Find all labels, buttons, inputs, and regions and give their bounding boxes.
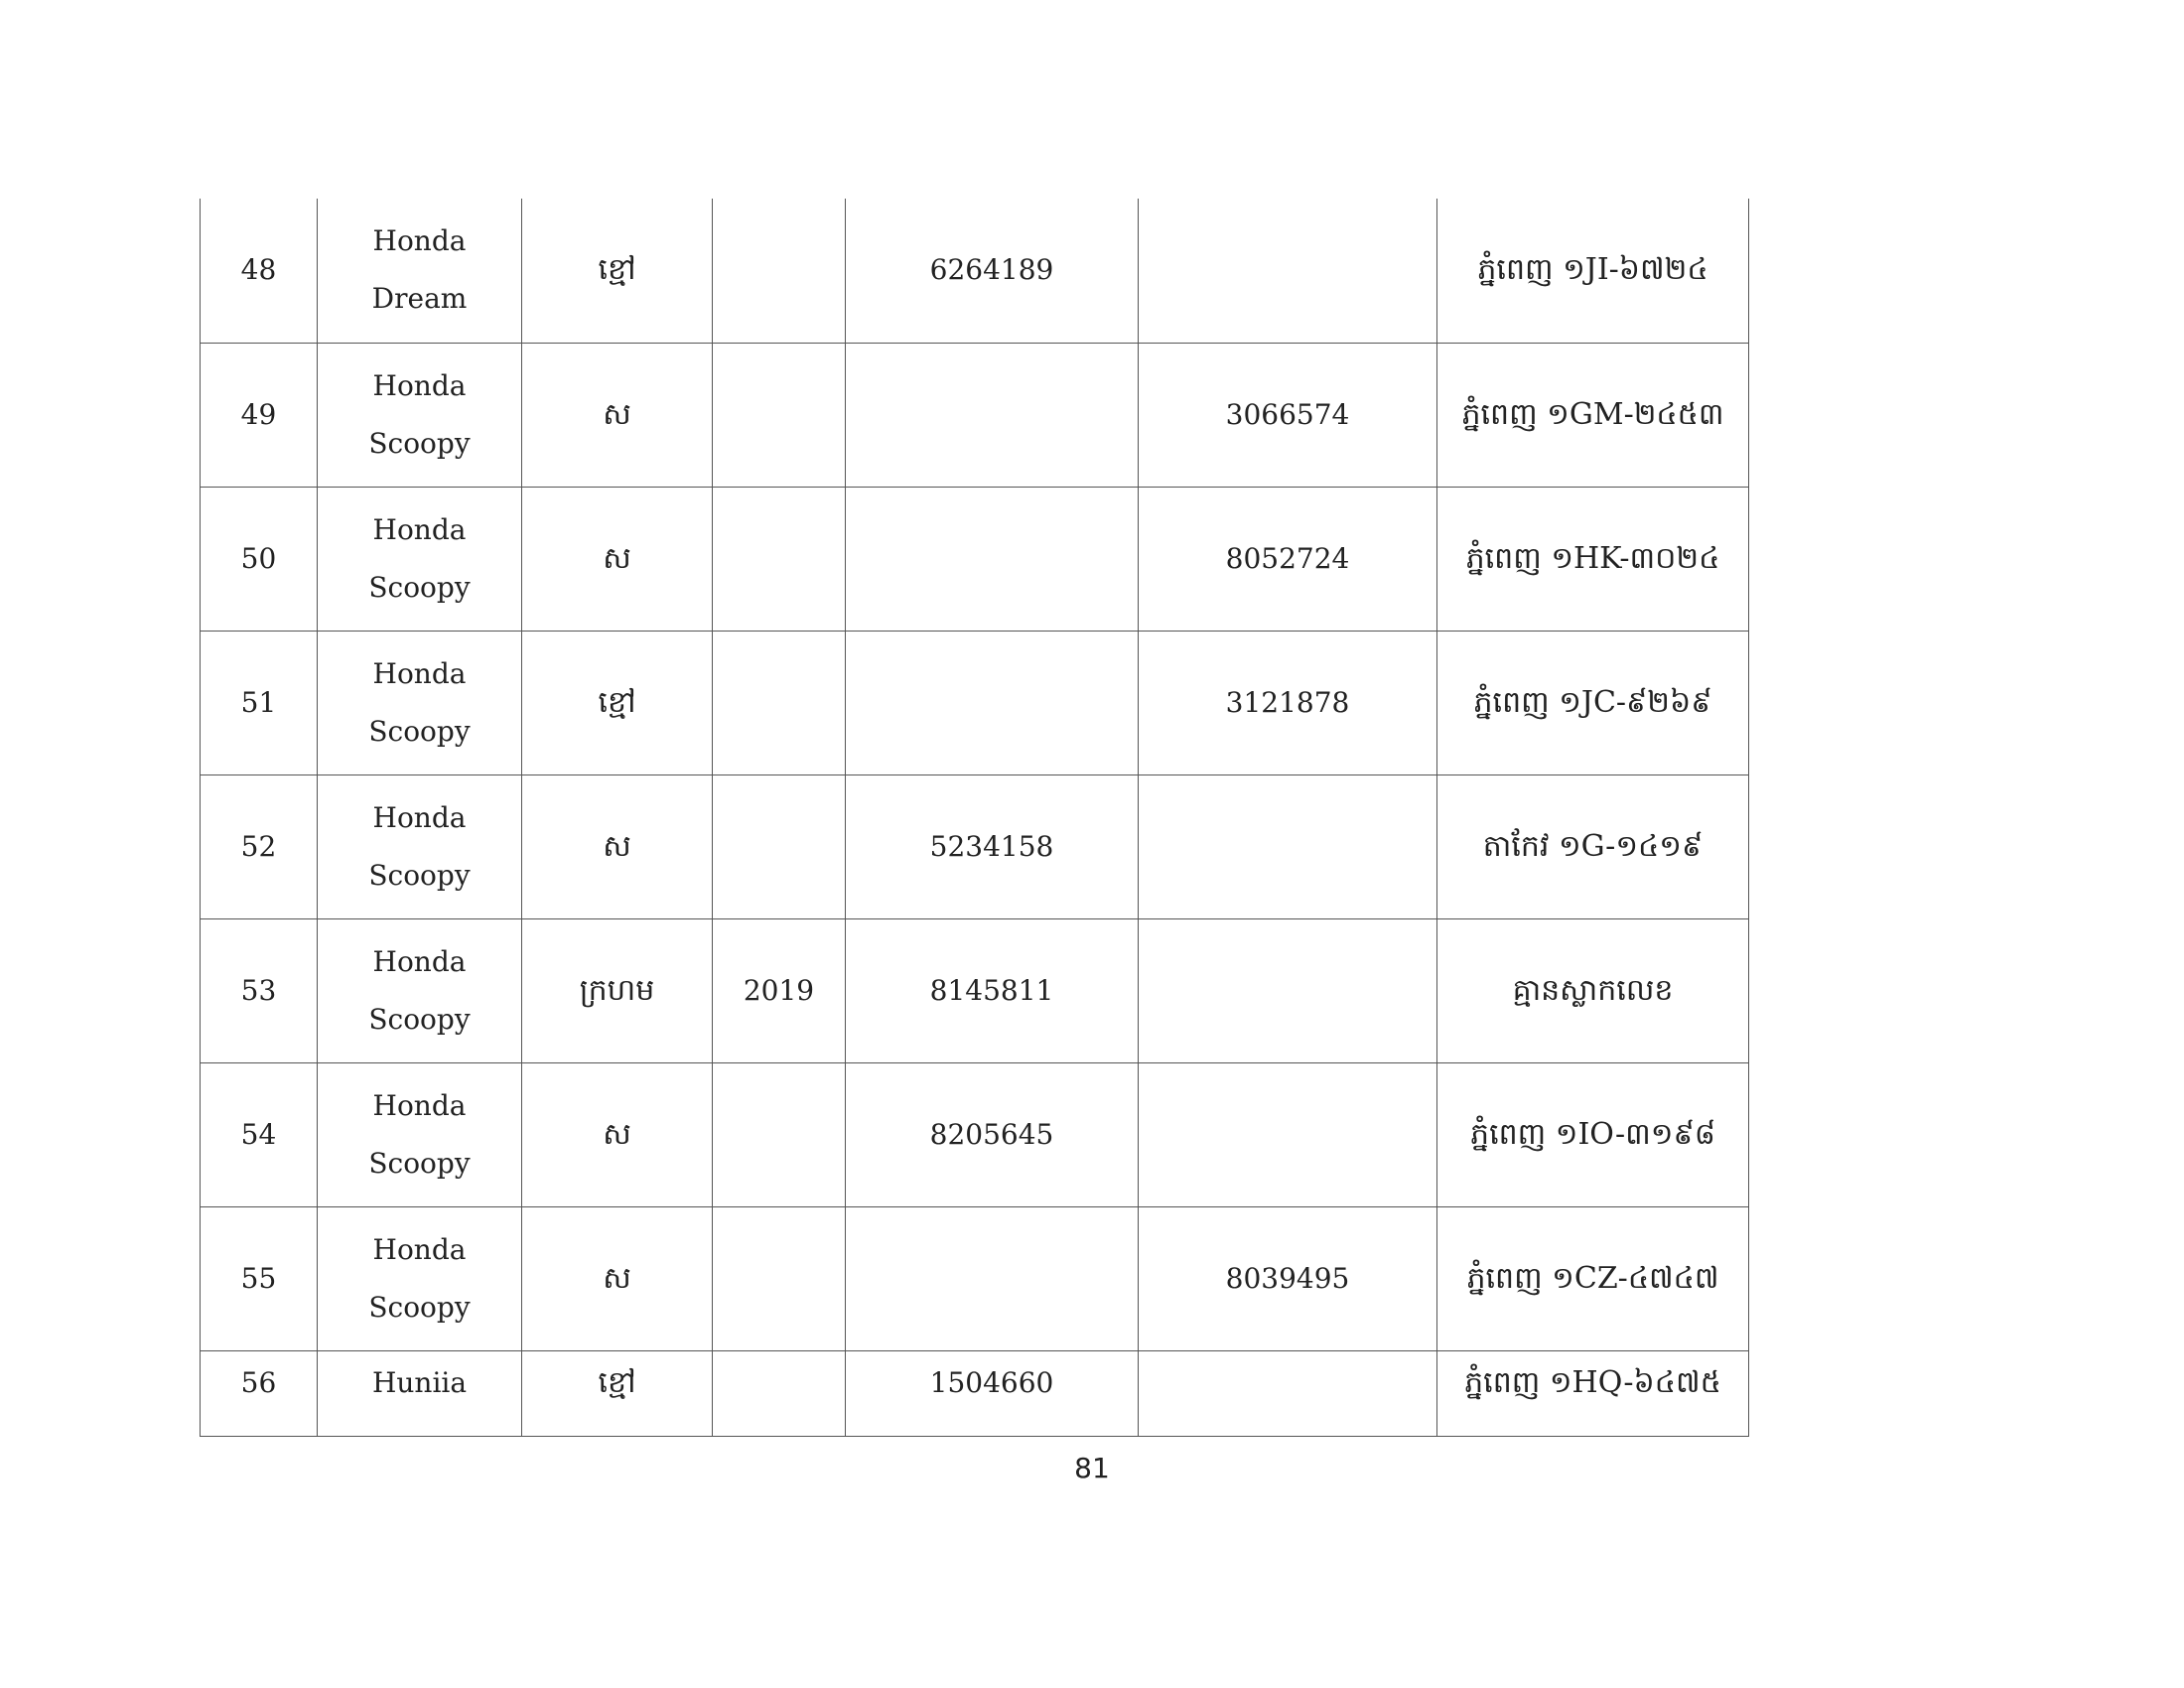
cell-frame-number: 8205645 [846, 1062, 1139, 1206]
cell-year [713, 343, 846, 487]
cell-number: 53 [201, 918, 318, 1062]
cell-plate: គ្មានស្លាកលេខ [1437, 918, 1749, 1062]
cell-model-name: Scoopy [368, 426, 471, 460]
cell-model-name: Scoopy [368, 1290, 471, 1324]
table-row [201, 199, 1749, 343]
cell-brand: Honda [372, 656, 467, 690]
cell-number: 50 [201, 487, 318, 631]
cell-year [713, 487, 846, 631]
cell-model [318, 631, 522, 774]
cell-frame-number [846, 343, 1139, 487]
cell-brand: Honda [372, 944, 467, 978]
cell-model [318, 774, 522, 918]
cell-color: ស [522, 1062, 713, 1206]
cell-frame-number [846, 631, 1139, 774]
cell-plate: ភ្នំពេញ ១IO-៣១៩៨ [1437, 1062, 1749, 1206]
cell-model-name: Scoopy [368, 570, 471, 604]
cell-engine-number [1139, 774, 1437, 918]
cell-engine-number [1139, 199, 1437, 343]
cell-color: ក្រហម [522, 918, 713, 1062]
cell-brand: Honda [372, 368, 467, 402]
cell-model [318, 918, 522, 1062]
cell-number: 51 [201, 631, 318, 774]
cell-brand: Honda [372, 1232, 467, 1266]
cell-color: ខ្មៅ [522, 631, 713, 774]
cell-model [318, 1206, 522, 1350]
page-number: 81 [1074, 1452, 1110, 1484]
cell-model-name: Scoopy [368, 1002, 471, 1036]
cell-frame-number: 5234158 [846, 774, 1139, 918]
cell-engine-number [1139, 1062, 1437, 1206]
cell-model [318, 343, 522, 487]
cell-year [713, 1062, 846, 1206]
cell-color: ស [522, 343, 713, 487]
cell-year [713, 199, 846, 343]
cell-brand: Honda [372, 224, 467, 258]
cell-brand: Honda [372, 1088, 467, 1122]
cell-model [318, 1062, 522, 1206]
cell-year [713, 774, 846, 918]
cell-year [713, 1350, 846, 1436]
cell-number: 49 [201, 343, 318, 487]
cell-plate: តាកែវ ១G-១៤១៩ [1437, 774, 1749, 918]
cell-brand: Honda [372, 512, 467, 546]
table-row [201, 487, 1749, 631]
vehicle-table [200, 199, 1749, 1437]
cell-plate: ភ្នំពេញ ១GM-២៤៥៣ [1437, 343, 1749, 487]
cell-number: 55 [201, 1206, 318, 1350]
cell-plate: ភ្នំពេញ ១JI-៦៧២៤ [1437, 199, 1749, 343]
table-row [201, 918, 1749, 1062]
cell-engine-number: 8039495 [1139, 1206, 1437, 1350]
cell-year [713, 1206, 846, 1350]
cell-frame-number: 6264189 [846, 199, 1139, 343]
cell-frame-number [846, 487, 1139, 631]
table-row [201, 631, 1749, 774]
table-row [201, 1350, 1749, 1436]
cell-number: 52 [201, 774, 318, 918]
table-row [201, 1062, 1749, 1206]
cell-frame-number [846, 1206, 1139, 1350]
cell-model [318, 487, 522, 631]
cell-model-name: Dream [371, 282, 468, 316]
cell-engine-number: 8052724 [1139, 487, 1437, 631]
cell-plate: ភ្នំពេញ ១HQ-៦៤៧៥ [1437, 1350, 1749, 1436]
cell-color: ខ្មៅ [522, 199, 713, 343]
cell-number: 54 [201, 1062, 318, 1206]
cell-model-name: Scoopy [368, 1146, 471, 1180]
cell-model-name: Scoopy [368, 714, 471, 748]
cell-frame-number: 1504660 [846, 1350, 1139, 1436]
cell-number: 48 [201, 199, 318, 343]
cell-plate: ភ្នំពេញ ១CZ-៤៧៤៧ [1437, 1206, 1749, 1350]
cell-year [713, 631, 846, 774]
cell-color: ស [522, 1206, 713, 1350]
cell-plate: ភ្នំពេញ ១HK-៣០២៤ [1437, 487, 1749, 631]
cell-color: ស [522, 774, 713, 918]
table-row [201, 1206, 1749, 1350]
cell-color: ស [522, 487, 713, 631]
cell-plate: ភ្នំពេញ ១JC-៩២៦៩ [1437, 631, 1749, 774]
cell-frame-number: 8145811 [846, 918, 1139, 1062]
cell-model: Huniia [318, 1350, 522, 1436]
cell-model [318, 199, 522, 343]
cell-model-name: Scoopy [368, 858, 471, 892]
table-row [201, 774, 1749, 918]
cell-color: ខ្មៅ [522, 1350, 713, 1436]
cell-engine-number [1139, 918, 1437, 1062]
table-row [201, 343, 1749, 487]
cell-engine-number: 3121878 [1139, 631, 1437, 774]
cell-engine-number: 3066574 [1139, 343, 1437, 487]
cell-number: 56 [201, 1350, 318, 1436]
cell-engine-number [1139, 1350, 1437, 1436]
cell-year: 2019 [713, 918, 846, 1062]
cell-brand: Honda [372, 800, 467, 834]
